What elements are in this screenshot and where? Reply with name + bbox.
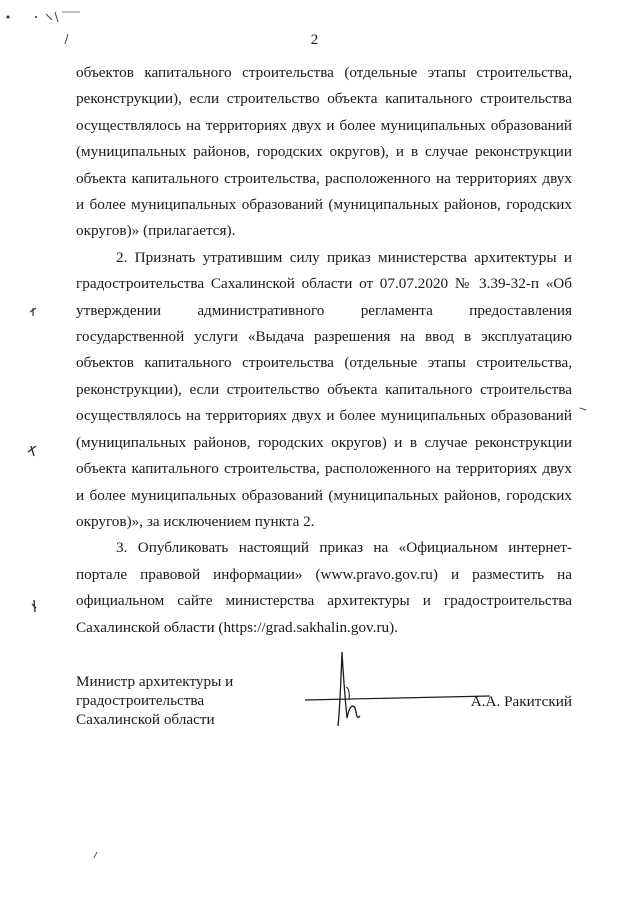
page-number: 2: [310, 32, 319, 48]
paragraph-continuation: объектов капитального строительства (отдельные этапы строительства, реконструкции), если строительство объекта капитального строительства осуществлялось на территориях двух и более муниципальных образований (муниципальных районов, городских округов), и в случае реконструкции объекта капитального строительства, расположенного на территориях двух и более муниципальных образований (муниципальных районов, городских округов)» (прилагается).: [76, 64, 572, 240]
signatory-position-line: Министр архитектуры и: [76, 673, 234, 690]
signatory-position-line: градостроительства: [76, 692, 205, 709]
signatory-name: А.А. Ракитский: [470, 693, 572, 710]
paragraph-item-3: 3. Опубликовать настоящий приказ на «Официальном интернет-портале правовой информации» (www.pravo.gov.ru) и разместить на официальном сайте министерства архитектуры и градостроительства Сахалинской области (https://grad.sakhalin.gov.ru).: [76, 539, 572, 636]
signatory-position-line: Сахалинской области: [76, 711, 215, 728]
paragraph-item-2: 2. Признать утратившим силу приказ министерства архитектуры и градостроительства Сахалинской области от 07.07.2020 № 3.39-32-п «Об утверждении административного регламента предоставления государственной услуги «Выдача разрешения на ввод в эксплуатацию объектов капитального строительства (отдельные этапы строительства, реконструкции), если строительство объекта капитального строительства осуществлялось на территориях двух и более муниципальных образований (муниципальных районов, городских округов) и в случае реконструкции объекта капитального строительства, расположенного на территориях двух и более муниципальных образований (муниципальных районов, городских округов)», за исключением пункта 2.: [76, 248, 572, 530]
